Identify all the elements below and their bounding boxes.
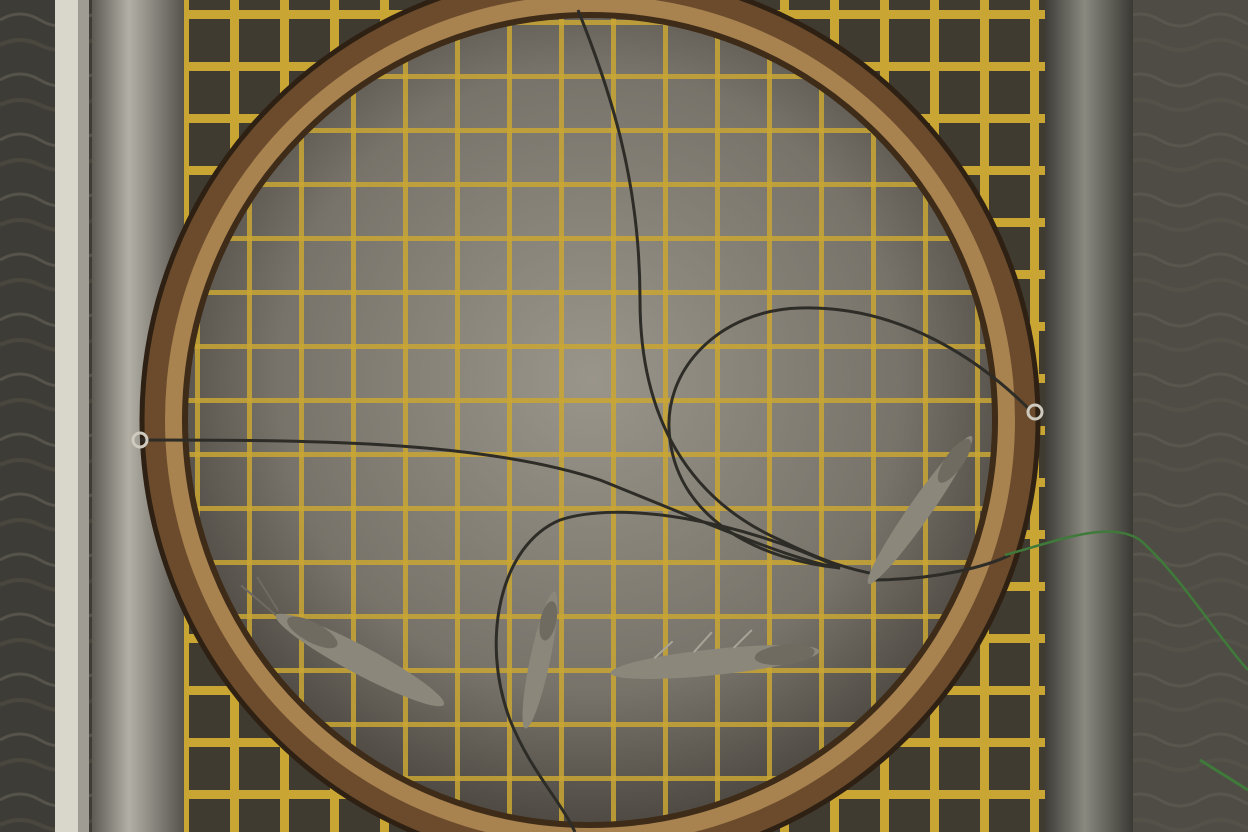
mesh-bar-horizontal — [180, 290, 1010, 295]
right-pipe — [1045, 0, 1133, 832]
mesh-bar-vertical — [663, 0, 668, 832]
mesh-bar-vertical — [611, 0, 616, 832]
tray — [142, 0, 1038, 832]
mesh-bar-horizontal — [180, 668, 1010, 673]
mesh-bar-horizontal — [180, 614, 1010, 619]
mesh-bar-horizontal — [180, 398, 1010, 403]
water-right — [1130, 0, 1248, 832]
mesh-bar-vertical — [455, 0, 460, 832]
mesh-bar-horizontal — [180, 506, 1010, 511]
mesh-bar-vertical — [403, 0, 408, 832]
mesh-bar-vertical — [559, 0, 564, 832]
mesh-bar-vertical — [351, 0, 356, 832]
mesh-bar-vertical — [767, 0, 772, 832]
mesh-bar-vertical — [507, 0, 512, 832]
left-thin-pipe-shade — [78, 0, 89, 832]
mesh-bar-horizontal — [180, 344, 1010, 349]
mesh-bar-horizontal — [180, 452, 1010, 457]
mesh-bar-vertical — [819, 0, 824, 832]
mesh-bar-horizontal — [180, 182, 1010, 187]
mesh-bar-vertical — [715, 0, 720, 832]
mesh-bar-horizontal — [180, 236, 1010, 241]
